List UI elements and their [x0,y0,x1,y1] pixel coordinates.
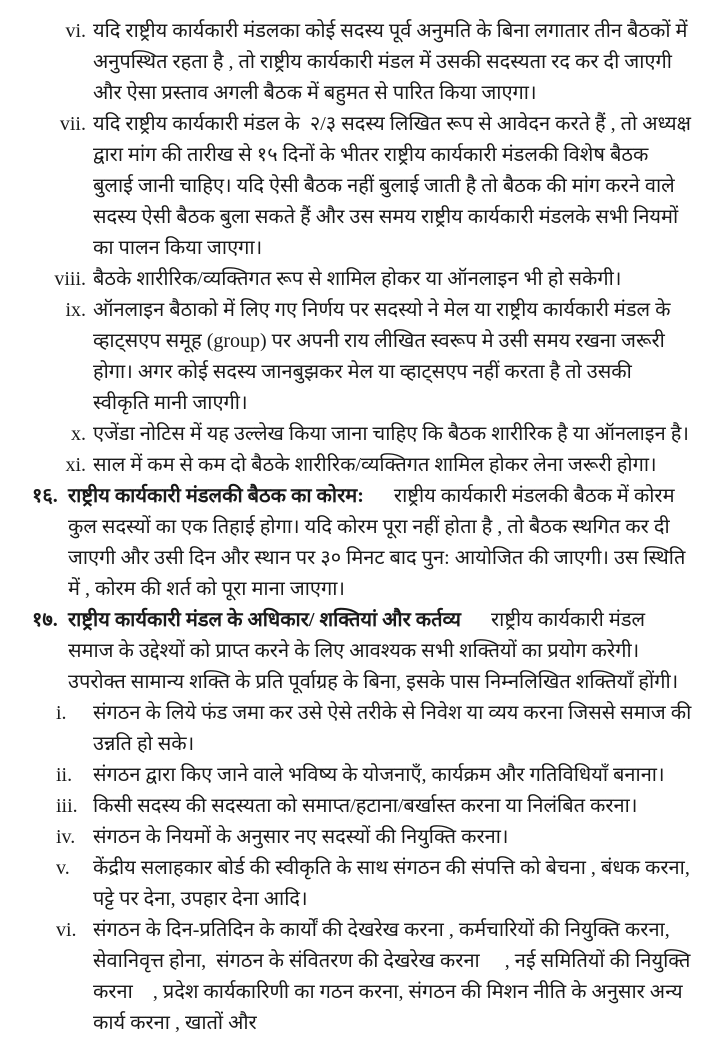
subclause-text: संगठन के नियमों के अनुसार नए सदस्यों की नियुक्ति करना। [93,826,509,848]
subclause-marker: ii. [56,764,73,786]
clause-text: ऑनलाइन बैठाको में लिए गए निर्णय पर सदस्यो ने मेल या राष्ट्रीय कार्यकारी मंडल के व्हाट्सएप समूह (group) पर अपनी राय लीखित स्वरूप मे उसी समय रखना जरूरी होगा। अगर कोई सदस्य जानबुझकर मेल या व्हाट्सएप नहीं करता है तो उसकी स्वीकृति मानी जाएगी। [93,299,676,414]
clause-marker: vii. [59,113,86,135]
section-heading: राष्ट्रीय कार्यकारी मंडल के अधिकार/ शक्तियां और कर्तव्य [68,609,461,631]
clause-text: साल में कम से कम दो बैठके शारीरिक/व्यक्तिगत शामिल होकर लेना जरूरी होगा। [93,454,657,476]
section-number: १७. [32,609,58,631]
subclause-iv [0,822,692,853]
clause-marker: viii. [54,268,86,290]
subclause-text: केंद्रीय सलाहकार बोर्ड की स्वीकृति के साथ संगठन की संपत्ति को बेचना , बंधक करना, पट्टे पर देना, उपहार देना आदि। [93,857,695,910]
clause-x [0,419,692,450]
clause-marker: vi. [65,20,86,42]
subclause-iii [0,791,692,822]
subclause-marker: iii. [56,795,78,817]
section-body: राष्ट्रीय कार्यकारी मंडल समाज के उद्देश्यों को प्राप्त करने के लिए आवश्यक सभी शक्तियों का प्रयोग करेगी। उपरोक्त सामान्य शक्ति के प्रति पूर्वाग्रह के बिना, इसके पास निम्नलिखित शक्तियाँ होंगी। [68,609,679,693]
section-17 [0,605,692,698]
clause-text: बैठके शारीरिक/व्यक्तिगत रूप से शामिल होकर या ऑनलाइन भी हो सकेगी। [93,268,622,290]
clause-text: यदि राष्ट्रीय कार्यकारी मंडल के २/३ सदस्य लिखित रूप से आवेदन करते हैं , तो अध्यक्ष द्वारा मांग की तारीख से १५ दिनों के भीतर राष्ट्रीय कार्यकारी मंडलकी विशेष बैठक बुलाई जानी चाहिए। यदि ऐसी बैठक नहीं बुलाई जाती है तो बैठक की मांग करने वाले सदस्य ऐसी बैठक बुला सकते हैं और उस समय राष्ट्रीय कार्यकारी मंडलके सभी नियमों का पालन किया जाएगा। [93,113,696,259]
clause-ix [0,295,692,419]
clause-vi [0,16,692,109]
section-text [68,609,678,693]
section-heading: राष्ट्रीय कार्यकारी मंडलकी बैठक का कोरम: [68,485,364,507]
section-text [68,485,690,600]
clause-marker: xi. [65,454,86,476]
subclause-marker: vi. [56,919,77,941]
section-16 [0,481,692,605]
subclause-i [0,698,697,760]
subclause-vi [0,915,696,1039]
section-number: १६. [32,485,58,507]
clause-marker: x. [71,423,86,445]
subclause-text: संगठन के दिन-प्रतिदिन के कार्यों की देखरेख करना , कर्मचारियों की नियुक्ति करना, सेवानिवृत्त होना, संगठन के संवितरण की देखरेख करना , नई समितियों की नियुक्ति करना , प्रदेश कार्यकारिणी का गठन करना, संगठन की मिशन नीति के अनुसार अन्य कार्य करना , खातों और [93,919,696,1034]
section-body: राष्ट्रीय कार्यकारी मंडलकी बैठक में कोरम कुल सदस्यों का एक तिहाई होगा। यदि कोरम पूरा नहीं होता है , तो बैठक स्थगित कर दी जाएगी और उसी दिन और स्थान पर ३० मिनट बाद पुन: आयोजित की जाएगी। उस स्थिति में , कोरम की शर्त को पूरा माना जाएगा। [68,485,691,600]
clause-text: एजेंडा नोटिस में यह उल्लेख किया जाना चाहिए कि बैठक शारीरिक है या ऑनलाइन है। [93,423,689,445]
subclause-text: संगठन के लिये फंड जमा कर उसे ऐसे तरीके से निवेश या व्यय करना जिससे समाज की उन्नति हो सके। [93,702,697,755]
subclause-marker: i. [56,702,67,724]
subclause-ii [0,760,692,791]
subclause-text: किसी सदस्य की सदस्यता को समाप्त/हटाना/बर्खास्त करना या निलंबित करना। [93,795,638,817]
clause-vii [0,109,696,264]
subclause-marker: iv. [56,826,76,848]
clause-text: यदि राष्ट्रीय कार्यकारी मंडलका कोई सदस्य पूर्व अनुमति के बिना लगातार तीन बैठकों में अनुपस्थित रहता है , तो राष्ट्रीय कार्यकारी मंडल में उसकी सदस्यता रद कर दी जाएगी और ऐसा प्रस्ताव अगली बैठक में बहुमत से पारित किया जाएगा। [93,20,693,104]
subclause-v [0,853,695,915]
clause-marker: ix. [65,299,86,321]
clause-viii [0,264,692,295]
clause-xi [0,450,692,481]
subclause-text: संगठन द्वारा किए जाने वाले भविष्य के योजनाएँ, कार्यक्रम और गतिविधियाँ बनाना। [93,764,665,786]
subclause-marker: v. [56,857,70,879]
